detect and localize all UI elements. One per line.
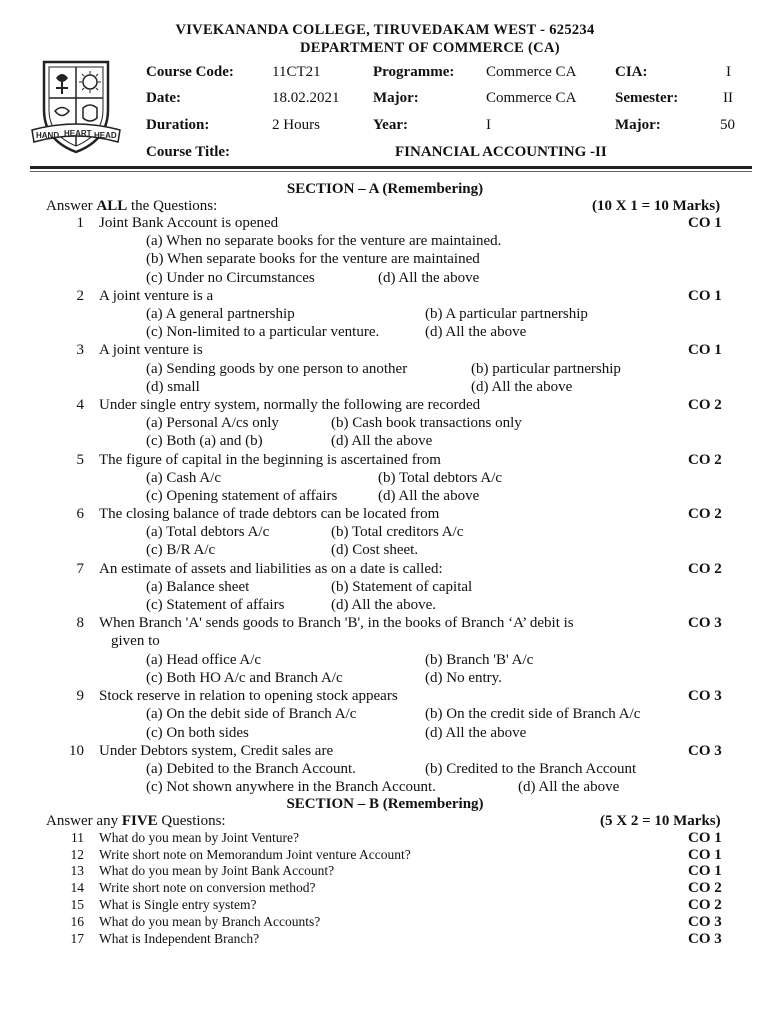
year-value: I (486, 117, 491, 133)
section-b-instr-pre: Answer any (46, 813, 122, 829)
programme-label: Programme: (373, 64, 455, 80)
course-outcome: CO 1 (688, 342, 722, 358)
question-text: Under single entry system, normally the following are recorded (99, 397, 481, 413)
option-a: (a) Total debtors A/c (146, 524, 270, 540)
max-marks-value: 50 (720, 117, 735, 133)
question-number: 7 (76, 561, 84, 577)
option-b: (b) Cash book transactions only (331, 415, 522, 431)
section-a-title: SECTION – A (Remembering) (286, 181, 484, 197)
logo-word-head: HEAD (94, 131, 117, 140)
question-text: Stock reserve in relation to opening stock appears (99, 688, 398, 704)
section-b-instr-post: Questions: (157, 813, 226, 829)
option-d: (d) All the above (518, 779, 620, 795)
semester-label: Semester: (615, 90, 679, 106)
option-c: (c) Under no Circumstances (146, 270, 315, 286)
course-code-label: Course Code: (146, 64, 234, 80)
course-outcome: CO 1 (688, 863, 722, 879)
course-outcome: CO 1 (688, 215, 722, 231)
section-a-instr-post: the Questions: (127, 198, 218, 214)
option-c: (c) Non-limited to a particular venture. (146, 324, 380, 340)
question-number: 4 (76, 397, 84, 413)
question-number: 5 (76, 452, 84, 468)
option-d: (d) All the above (331, 433, 433, 449)
option-b: (b) Total debtors A/c (378, 470, 503, 486)
course-outcome: CO 2 (688, 897, 722, 913)
course-outcome: CO 2 (688, 452, 722, 468)
question-number: 6 (76, 506, 84, 522)
course-outcome: CO 1 (688, 830, 722, 846)
section-b-instruction (46, 813, 226, 830)
option-d: (d) All the above (425, 324, 527, 340)
option-b: (b) particular partnership (471, 361, 621, 377)
question-text: What is Independent Branch? (99, 931, 260, 946)
question-text: An estimate of assets and liabilities as on a date is called: (99, 561, 443, 577)
course-code-value: 11CT21 (272, 64, 321, 80)
major-label: Major: (373, 90, 419, 106)
question-text: What do you mean by Joint Bank Account? (99, 863, 335, 878)
option-c: (c) Not shown anywhere in the Branch Account. (146, 779, 436, 795)
question-text: Under Debtors system, Credit sales are (99, 743, 334, 759)
option-d: (d) No entry. (425, 670, 502, 686)
college-name: VIVEKANANDA COLLEGE, TIRUVEDAKAM WEST - 625234 (175, 22, 595, 38)
option-a: (a) Debited to the Branch Account. (146, 761, 356, 777)
option-b: (b) Statement of capital (331, 579, 473, 595)
question-number: 11 (71, 830, 84, 845)
date-label: Date: (146, 90, 181, 106)
header-divider-thin (30, 171, 752, 172)
course-outcome: CO 3 (688, 931, 722, 947)
question-text: Write short note on conversion method? (99, 880, 316, 895)
header-divider-thick (30, 166, 752, 169)
major-value: Commerce CA (486, 90, 577, 106)
option-a: (a) When no separate books for the venture are maintained. (146, 233, 502, 249)
question-number: 12 (70, 847, 84, 862)
question-number: 2 (76, 288, 84, 304)
max-marks-label: Major: (615, 117, 661, 133)
question-number: 9 (76, 688, 84, 704)
option-d: (d) All the above. (331, 597, 436, 613)
option-c: (c) B/R A/c (146, 542, 216, 558)
question-text: Write short note on Memorandum Joint venture Account? (99, 847, 411, 862)
course-outcome: CO 3 (688, 615, 722, 631)
option-a: (a) A general partnership (146, 306, 295, 322)
course-outcome: CO 1 (688, 847, 722, 863)
duration-value: 2 Hours (272, 117, 320, 133)
question-text: Joint Bank Account is opened (99, 215, 279, 231)
section-b-marks: (5 X 2 = 10 Marks) (600, 813, 721, 829)
question-number: 8 (76, 615, 84, 631)
question-number: 1 (76, 215, 84, 231)
question-number: 15 (70, 897, 84, 912)
option-b: (b) Credited to the Branch Account (425, 761, 637, 777)
question-number: 17 (70, 931, 84, 946)
question-number: 3 (76, 342, 84, 358)
option-c: (c) Both (a) and (b) (146, 433, 263, 449)
logo-word-hand: HAND (36, 131, 60, 140)
question-text: The figure of capital in the beginning is ascertained from (99, 452, 441, 468)
duration-label: Duration: (146, 117, 210, 133)
option-c: (c) Both HO A/c and Branch A/c (146, 670, 343, 686)
course-outcome: CO 3 (688, 914, 722, 930)
section-a-instr-bold: ALL (96, 198, 128, 214)
option-a: (a) Cash A/c (146, 470, 221, 486)
option-a: (a) Sending goods by one person to another (146, 361, 408, 377)
option-c: (c) Opening statement of affairs (146, 488, 338, 504)
programme-value: Commerce CA (486, 64, 577, 80)
department-name: DEPARTMENT OF COMMERCE (CA) (300, 40, 560, 56)
question-number: 14 (70, 880, 84, 895)
year-label: Year: (373, 117, 408, 133)
date-value: 18.02.2021 (272, 90, 340, 106)
option-a: (a) On the debit side of Branch A/c (146, 706, 357, 722)
question-text-continued: given to (111, 633, 160, 649)
option-c: (d) small (146, 379, 200, 395)
option-a: (a) Head office A/c (146, 652, 262, 668)
question-number: 13 (70, 863, 84, 878)
question-text: The closing balance of trade debtors can be located from (99, 506, 440, 522)
option-b: (b) On the credit side of Branch A/c (425, 706, 641, 722)
cia-value: I (726, 64, 731, 80)
course-outcome: CO 2 (688, 506, 722, 522)
course-outcome: CO 2 (688, 880, 722, 896)
question-number: 10 (69, 743, 84, 759)
course-outcome: CO 3 (688, 743, 722, 759)
option-b: (b) When separate books for the venture are maintained (146, 251, 480, 267)
option-b: (b) Total creditors A/c (331, 524, 464, 540)
question-text: A joint venture is (99, 342, 203, 358)
section-b-title: SECTION – B (Remembering) (286, 796, 484, 812)
section-a-instr-pre: Answer (46, 198, 97, 214)
option-a: (a) Balance sheet (146, 579, 250, 595)
section-a-instruction (46, 198, 217, 215)
option-b: (b) A particular partnership (425, 306, 588, 322)
course-outcome: CO 1 (688, 288, 722, 304)
college-emblem-logo (30, 56, 122, 156)
cia-label: CIA: (615, 64, 648, 80)
question-text: What do you mean by Joint Venture? (99, 830, 299, 845)
question-text: What is Single entry system? (99, 897, 257, 912)
question-text: A joint venture is a (99, 288, 214, 304)
option-c: (c) On both sides (146, 725, 249, 741)
option-a: (a) Personal A/cs only (146, 415, 279, 431)
option-d: (d) All the above (425, 725, 527, 741)
course-title-value: FINANCIAL ACCOUNTING -II (395, 144, 607, 160)
option-d: (d) Cost sheet. (331, 542, 419, 558)
option-d: (d) All the above (378, 488, 480, 504)
logo-word-heart: HEART (64, 129, 92, 138)
course-outcome: CO 3 (688, 688, 722, 704)
section-a-marks: (10 X 1 = 10 Marks) (592, 198, 721, 214)
question-text: What do you mean by Branch Accounts? (99, 914, 321, 929)
option-d: (d) All the above (471, 379, 573, 395)
question-number: 16 (70, 914, 84, 929)
semester-value: II (723, 90, 733, 106)
section-b-instr-bold: FIVE (121, 813, 158, 829)
question-text: When Branch 'A' sends goods to Branch 'B', in the books of Branch ‘A’ debit is (99, 615, 574, 631)
course-outcome: CO 2 (688, 561, 722, 577)
course-title-label: Course Title: (146, 144, 231, 160)
option-d: (d) All the above (378, 270, 480, 286)
course-outcome: CO 2 (688, 397, 722, 413)
option-b: (b) Branch 'B' A/c (425, 652, 534, 668)
option-c: (c) Statement of affairs (146, 597, 285, 613)
